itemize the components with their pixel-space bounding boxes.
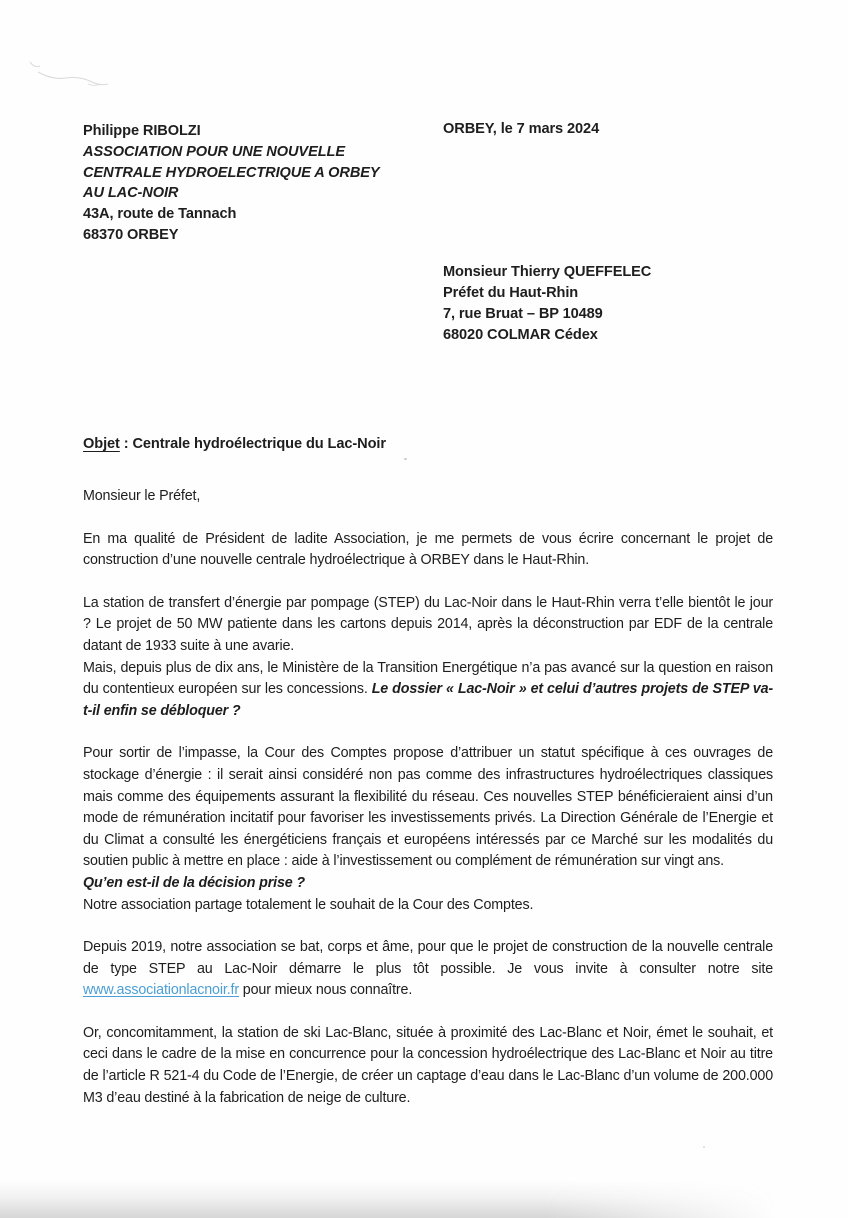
subject-text: : Centrale hydroélectrique du Lac-Noir	[119, 436, 386, 452]
paragraph-3	[83, 743, 773, 916]
recipient-address-city: 68020 COLMAR Cédex	[443, 327, 598, 343]
sender-org-line-2: CENTRALE HYDROELECTRIQUE A ORBEY	[83, 164, 380, 181]
paragraph-3-emphasis-question: Qu’en est-il de la décision prise ?	[83, 874, 305, 891]
scan-speck	[703, 1146, 705, 1148]
paragraph-4-text-a: Depuis 2019, notre association se bat, corps et âme, pour que le projet de construction de la nouvelle centrale de type STEP au Lac-Noir démarre le plus tôt possible. Je vous invite à consulter notre site	[83, 939, 773, 977]
paragraph-1	[83, 529, 773, 572]
date-line: ORBEY, le 7 mars 2024	[443, 121, 600, 137]
paragraph-5	[83, 1023, 773, 1109]
letter-body	[83, 486, 773, 1130]
sender-org-line-1: ASSOCIATION POUR UNE NOUVELLE	[83, 143, 345, 160]
association-website-link[interactable]: www.associationlacnoir.fr	[83, 982, 239, 999]
paragraph-1-text: En ma qualité de Président de ladite Association, je me permets de vous écrire concernant le projet de construction d’une nouvelle centrale hydroélectrique à ORBEY dans le Haut-Rhin.	[83, 530, 773, 569]
paragraph-2-emphasis-question: Le dossier « Lac-Noir » et celui d’autres projets de STEP va-t-il enfin se débloquer ?	[83, 681, 773, 719]
sender-org-line-3: AU LAC-NOIR	[83, 185, 179, 202]
scan-smudge-mark	[24, 48, 144, 98]
sender-block	[83, 121, 380, 246]
salutation: Monsieur le Préfet,	[83, 488, 201, 504]
paragraph-4	[83, 937, 773, 1002]
sender-address-city: 68370 ORBEY	[83, 226, 179, 243]
paragraph-2-text-a: La station de transfert d’énergie par pompage (STEP) du Lac-Noir dans le Haut-Rhin verra t’elle bientôt le jour ? Le projet de 50 MW patiente dans les cartons depuis 2014, après la déconstruction par EDF de la centrale datant de 1933 suite à une avarie.	[83, 594, 773, 654]
subject-line	[83, 436, 386, 452]
sender-name: Philippe RIBOLZI	[83, 123, 201, 139]
recipient-address-street: 7, rue Bruat – BP 10489	[443, 306, 603, 322]
scan-speck	[404, 458, 407, 460]
recipient-title: Préfet du Haut-Rhin	[443, 285, 579, 301]
paragraph-3-answer: Notre association partage totalement le souhait de la Cour des Comptes.	[83, 896, 534, 913]
subject-label: Objet	[83, 436, 120, 452]
paragraph-4-text-b: pour mieux nous connaître.	[238, 982, 413, 999]
paragraph-3-text: Pour sortir de l’impasse, la Cour des Comptes propose d’attribuer un statut spécifique à ces ouvrages de stockage d’énergie : il serait ainsi considéré non pas comme des infrastructures hydroélectriques classiques mais comme des équipements assurant la flexibilité du réseau. Ces nouvelles STEP bénéficieraient ainsi d’un mode de rémunération incitatif pour favoriser les investissements privés. La Direction Générale de l’Energie et du Climat a consulté les énergéticiens français et européens intéressés par ce Marché sur les modalités du soutien public à mettre en place : aide à l’investissement ou complément de rémunération sur vingt ans.	[83, 745, 773, 870]
paragraph-5-text: Or, concomitamment, la station de ski Lac-Blanc, située à proximité des Lac-Blanc et Noir, émet le souhait, et ceci dans le cadre de la mise en concurrence pour la concession hydroélectrique des Lac-Blanc et Noir au titre de l’article R 521-4 du Code de l’Energie, de créer un captage d’eau dans le Lac-Blanc d’un volume de 200.000 M3 d’eau destiné à la fabrication de neige de culture.	[83, 1024, 773, 1106]
paragraph-2	[83, 593, 773, 723]
paragraph-2-text-b: Mais, depuis plus de dix ans, le Ministère de la Transition Energétique n’a pas avancé sur la question en raison du contentieux européen sur les concessions.	[83, 659, 773, 698]
sender-address-street: 43A, route de Tannach	[83, 206, 237, 223]
recipient-name: Monsieur Thierry QUEFFELEC	[443, 264, 652, 280]
recipient-block	[443, 262, 651, 346]
scan-edge-shadow	[0, 1180, 800, 1218]
